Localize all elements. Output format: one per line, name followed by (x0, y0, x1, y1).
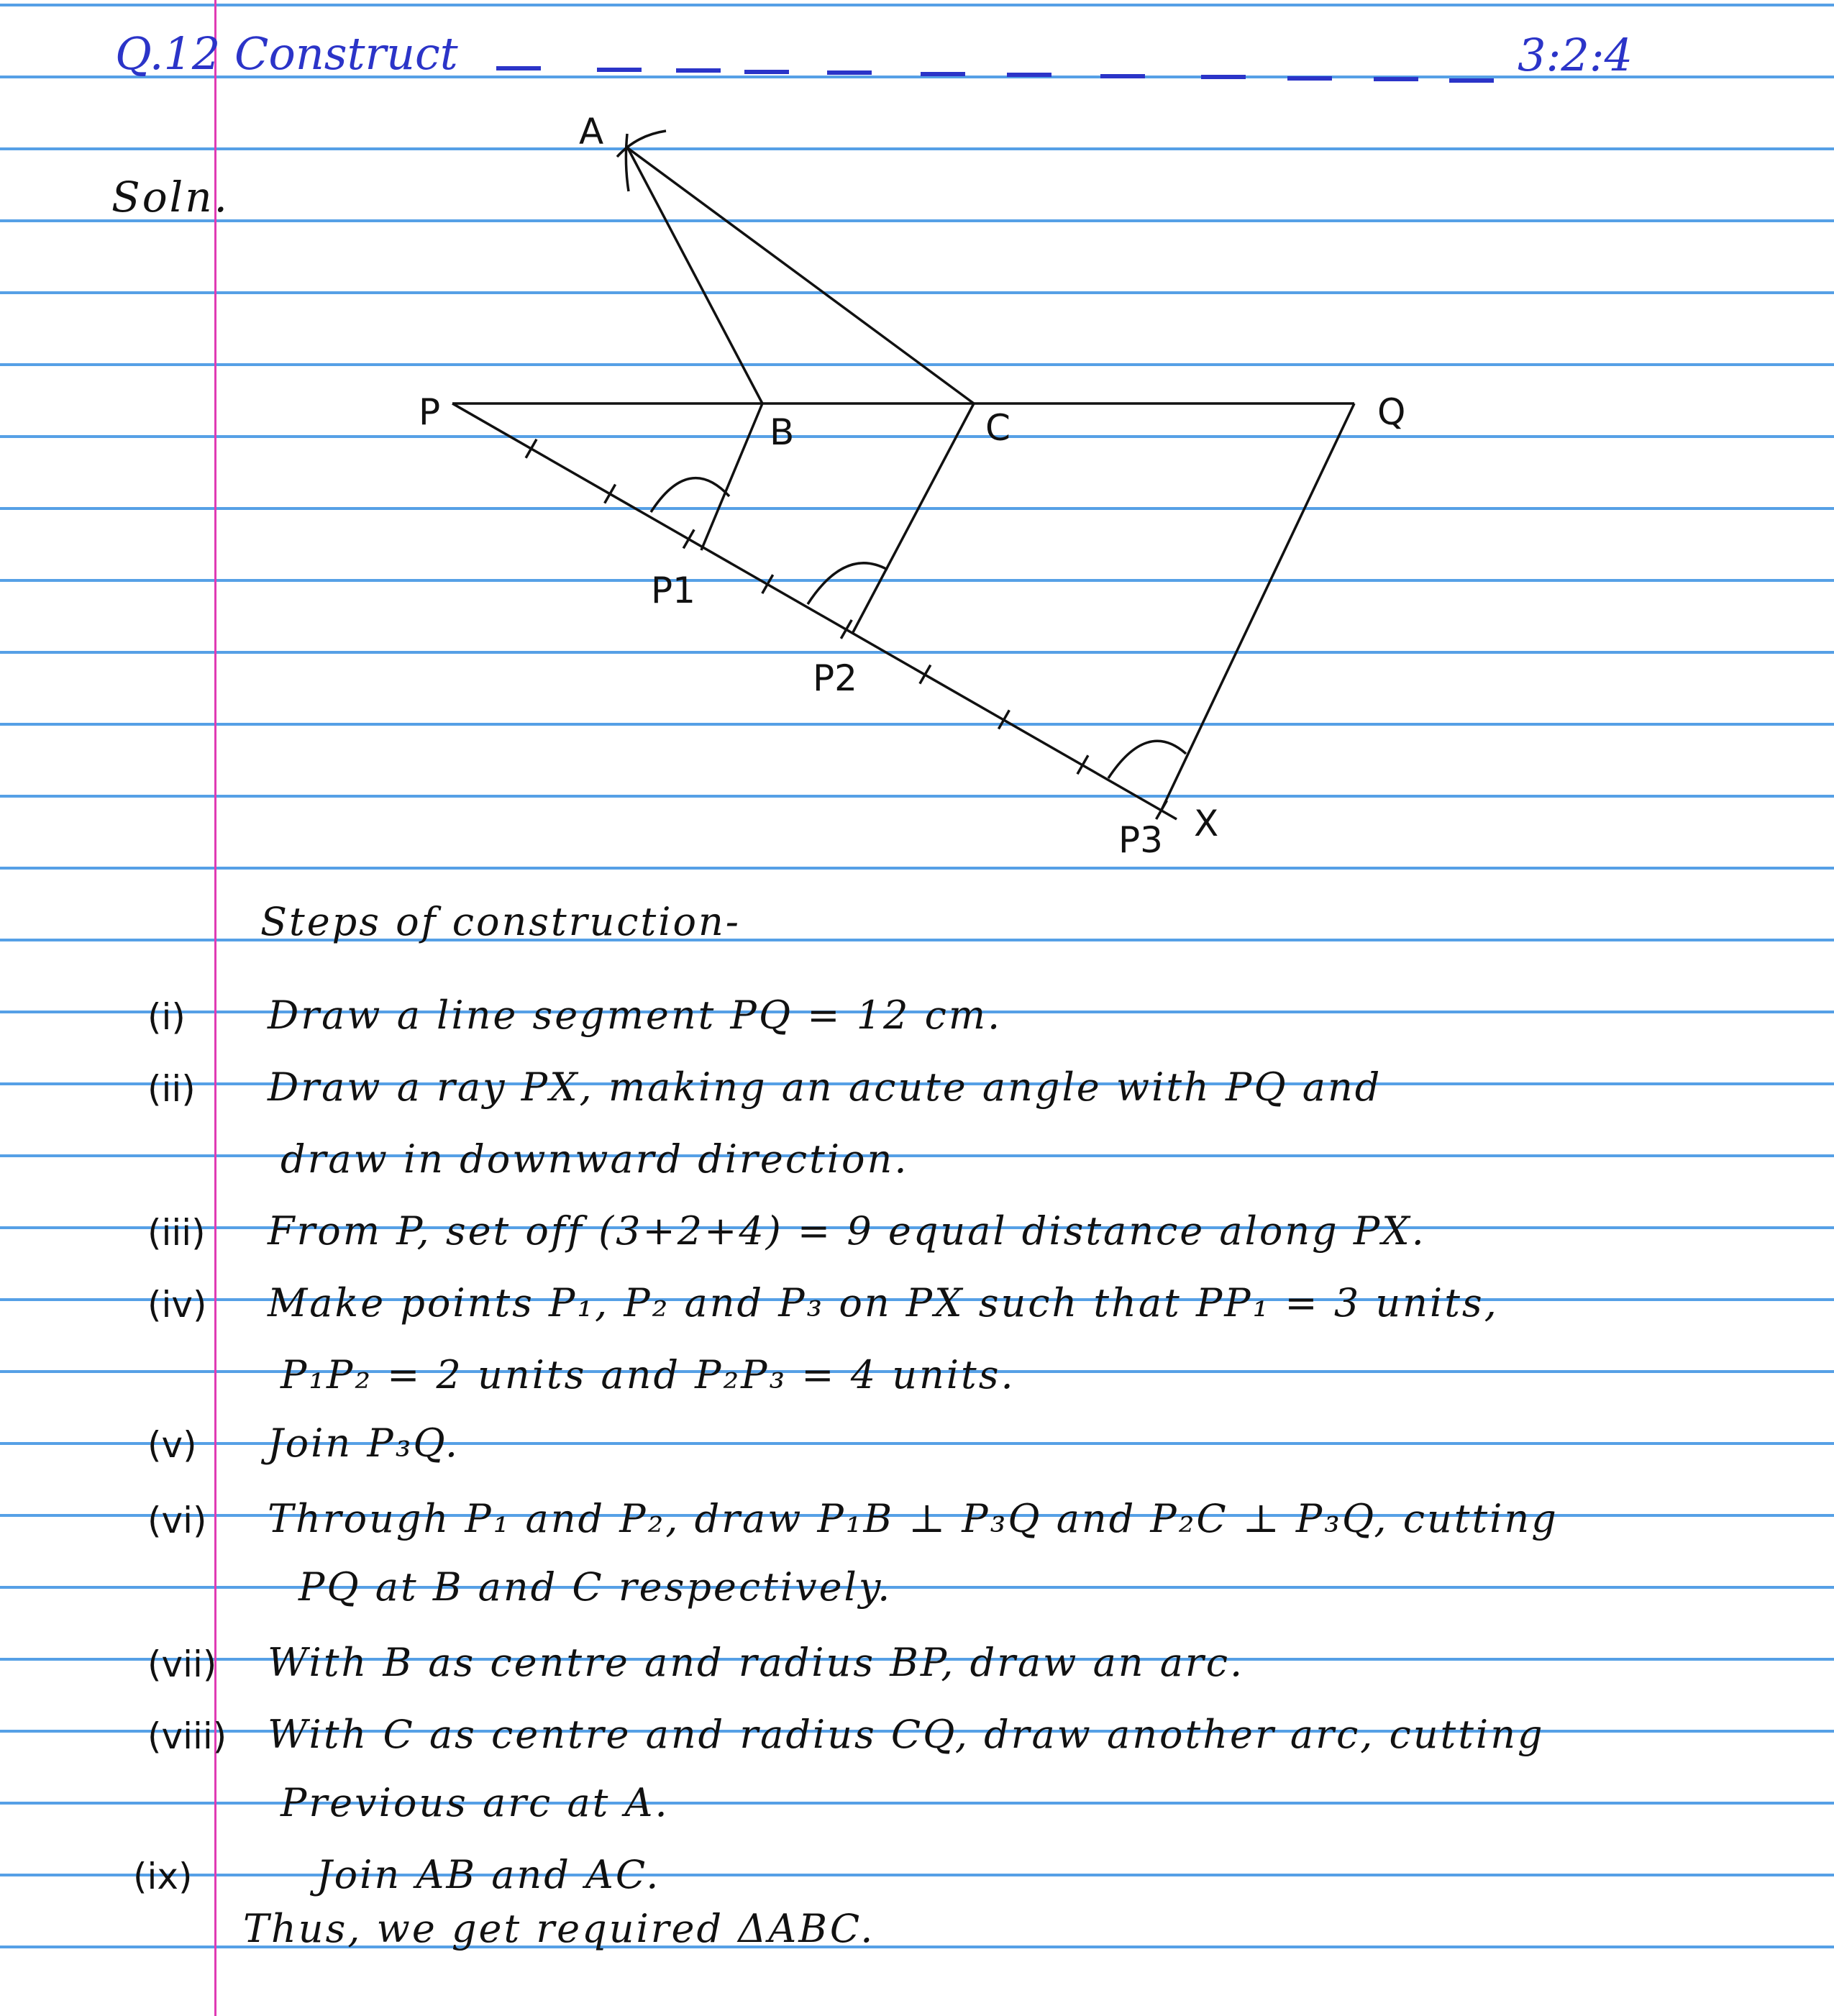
tick-mark (1077, 755, 1088, 774)
segment-P1B (701, 403, 762, 550)
label-Q: Q (1377, 391, 1406, 433)
step-text: With C as centre and radius CQ, draw another arc, cutting (268, 1712, 1545, 1757)
step-number: (i) (147, 996, 186, 1038)
step-number: (v) (147, 1424, 197, 1466)
ruled-line (0, 1874, 1834, 1876)
step-number: (iv) (147, 1284, 207, 1326)
step-number: (vi) (147, 1500, 207, 1541)
step-text: Make points P₁, P₂ and P₃ on PX such that PP₁ = 3 units, (268, 1280, 1499, 1326)
arc-A-2 (626, 134, 629, 191)
conclusion: Thus, we get required ΔABC. (243, 1906, 875, 1951)
angle-arc-P3 (1108, 741, 1186, 778)
step-text: PQ at B and C respectively. (298, 1564, 893, 1610)
step-number: (ii) (147, 1068, 196, 1110)
ruled-line (0, 1586, 1834, 1589)
label-X: X (1194, 803, 1219, 844)
step-text: From P, set off (3+2+4) = 9 equal distance along PX. (268, 1208, 1426, 1254)
step-text: Draw a line segment PQ = 12 cm. (268, 993, 1003, 1038)
step-number: (iii) (147, 1212, 206, 1254)
segment-P2C (852, 403, 974, 634)
steps-title: Steps of construction- (260, 899, 742, 944)
tick-mark (683, 529, 694, 548)
tick-mark (605, 485, 616, 503)
tick-mark (998, 710, 1009, 729)
step-number: (vii) (147, 1643, 217, 1685)
tick-mark (762, 575, 773, 593)
tick-mark (841, 620, 852, 639)
label-P3: P3 (1118, 819, 1163, 861)
step-text: With B as centre and radius BP, draw an arc. (268, 1640, 1245, 1685)
label-C: C (985, 407, 1010, 449)
angle-arc-P1 (651, 478, 729, 512)
step-text: Previous arc at A. (280, 1780, 670, 1825)
tick-mark (1156, 801, 1167, 819)
label-B: B (770, 411, 795, 453)
label-P1: P1 (651, 570, 695, 611)
tick-mark (526, 439, 537, 458)
solution-label: Soln. (111, 173, 229, 222)
arc-A-1 (617, 131, 666, 157)
ratio-text: 3:2:4 (1518, 29, 1633, 81)
ruled-line (0, 1154, 1834, 1157)
ray-PX (452, 403, 1177, 819)
label-P: P (419, 391, 441, 433)
angle-arc-P2 (808, 563, 888, 604)
step-text: draw in downward direction. (280, 1136, 909, 1182)
tick-mark (920, 665, 931, 684)
step-text: Through P₁ and P₂, draw P₁B ⊥ P₃Q and P₂C ⊥ P₃Q, cutting (268, 1496, 1559, 1541)
step-number: (ix) (133, 1856, 193, 1897)
ruled-line (0, 1802, 1834, 1805)
segment-P3Q (1162, 403, 1354, 810)
step-text: P₁P₂ = 2 units and P₂P₃ = 4 units. (280, 1352, 1016, 1397)
step-text: Draw a ray PX, making an acute angle with PQ and (268, 1064, 1382, 1110)
label-P2: P2 (813, 657, 857, 699)
step-text: Join AB and AC. (316, 1852, 661, 1897)
construction-diagram (0, 0, 1834, 935)
segment-AC (628, 148, 974, 403)
label-A: A (579, 111, 604, 152)
tick-marks (526, 439, 1167, 819)
step-text: Join P₃Q. (268, 1420, 460, 1466)
step-number: (viii) (147, 1715, 227, 1757)
question-title: Q.12 Construct (115, 27, 458, 80)
segment-AB (628, 148, 762, 403)
